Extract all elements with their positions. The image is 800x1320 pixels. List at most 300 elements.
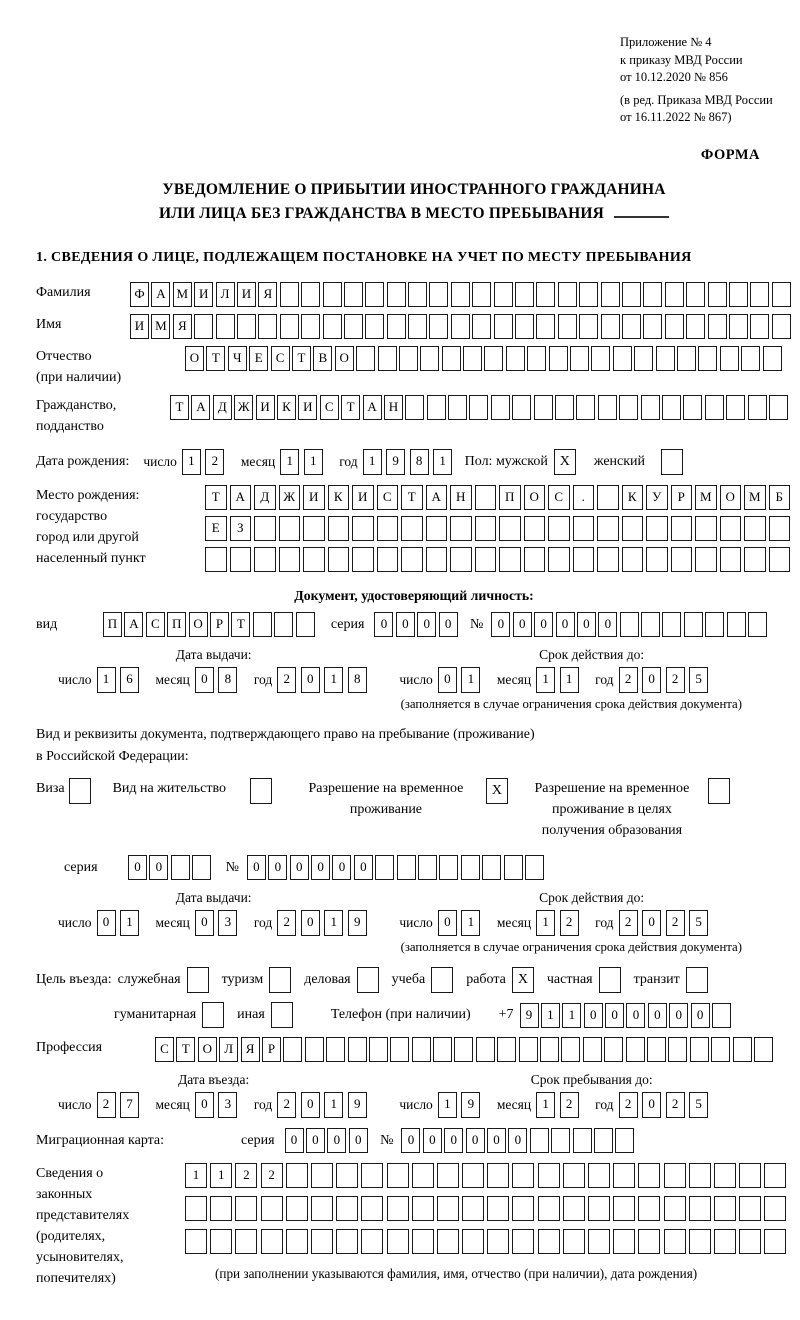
char-cell[interactable]: 0 (513, 612, 532, 637)
char-cell[interactable] (356, 346, 375, 371)
char-cell[interactable]: 5 (689, 910, 708, 936)
char-cell[interactable]: П (499, 485, 521, 510)
char-cell[interactable] (622, 314, 641, 339)
char-cell[interactable]: 1 (461, 667, 480, 693)
char-cell[interactable]: 2 (619, 667, 638, 693)
char-cell[interactable] (387, 1196, 409, 1221)
char-cell[interactable]: 7 (120, 1092, 139, 1118)
char-cell[interactable]: 1 (324, 910, 343, 936)
char-cell[interactable] (712, 1003, 731, 1028)
char-cell[interactable] (472, 282, 491, 307)
char-cell[interactable] (664, 1196, 686, 1221)
char-cell[interactable] (671, 547, 693, 572)
char-cell[interactable] (311, 1196, 333, 1221)
char-cell[interactable]: О (524, 485, 546, 510)
char-cell[interactable] (664, 1163, 686, 1188)
char-cell[interactable] (336, 1229, 358, 1254)
checkbox-purpose-transit[interactable] (686, 967, 708, 993)
checkbox-purpose-commercial[interactable] (357, 967, 379, 993)
char-cell[interactable] (744, 547, 766, 572)
char-cell[interactable] (695, 516, 717, 541)
char-cell[interactable] (420, 346, 439, 371)
char-cell[interactable] (451, 282, 470, 307)
char-cell[interactable]: 0 (97, 910, 116, 936)
char-cell[interactable] (613, 1196, 635, 1221)
char-cell[interactable] (591, 346, 610, 371)
char-cell[interactable]: 1 (280, 449, 299, 475)
char-cell[interactable]: З (230, 516, 252, 541)
char-cell[interactable]: 0 (301, 910, 320, 936)
char-cell[interactable] (475, 516, 497, 541)
char-cell[interactable] (506, 346, 525, 371)
char-cell[interactable] (429, 282, 448, 307)
char-cell[interactable] (739, 1163, 761, 1188)
char-cell[interactable] (634, 346, 653, 371)
char-cell[interactable] (462, 1229, 484, 1254)
char-cell[interactable] (519, 1037, 538, 1062)
char-cell[interactable] (686, 314, 705, 339)
char-cell[interactable] (387, 282, 406, 307)
char-cell[interactable] (336, 1163, 358, 1188)
char-cell[interactable] (336, 1196, 358, 1221)
char-cell[interactable]: Д (254, 485, 276, 510)
char-cell[interactable] (563, 1196, 585, 1221)
char-cell[interactable]: Я (241, 1037, 260, 1062)
char-cell[interactable] (708, 314, 727, 339)
char-cell[interactable]: 0 (311, 855, 330, 880)
char-cell[interactable] (772, 282, 791, 307)
char-cell[interactable] (328, 547, 350, 572)
char-cell[interactable] (258, 314, 277, 339)
char-cell[interactable] (301, 314, 320, 339)
char-cell[interactable] (536, 282, 555, 307)
char-cell[interactable] (769, 395, 788, 420)
char-cell[interactable]: 0 (247, 855, 266, 880)
char-cell[interactable]: 0 (577, 612, 596, 637)
char-cell[interactable]: Я (258, 282, 277, 307)
char-cell[interactable]: Е (205, 516, 227, 541)
char-cell[interactable] (613, 1229, 635, 1254)
char-cell[interactable] (739, 1229, 761, 1254)
char-cell[interactable]: Е (249, 346, 268, 371)
char-cell[interactable] (442, 346, 461, 371)
char-cell[interactable] (555, 395, 574, 420)
char-cell[interactable]: 0 (648, 1003, 667, 1028)
char-cell[interactable]: 0 (487, 1128, 506, 1153)
char-cell[interactable]: 5 (689, 667, 708, 693)
char-cell[interactable] (750, 282, 769, 307)
char-cell[interactable] (499, 516, 521, 541)
char-cell[interactable] (527, 346, 546, 371)
char-cell[interactable]: М (695, 485, 717, 510)
char-cell[interactable] (619, 395, 638, 420)
checkbox-purpose-business[interactable] (187, 967, 209, 993)
char-cell[interactable]: 0 (669, 1003, 688, 1028)
char-cell[interactable] (192, 855, 211, 880)
char-cell[interactable]: К (277, 395, 296, 420)
char-cell[interactable] (708, 282, 727, 307)
checkbox-purpose-study[interactable] (431, 967, 453, 993)
char-cell[interactable]: 2 (666, 910, 685, 936)
char-cell[interactable] (739, 1196, 761, 1221)
char-cell[interactable]: 1 (120, 910, 139, 936)
char-cell[interactable] (494, 314, 513, 339)
char-cell[interactable] (622, 547, 644, 572)
char-cell[interactable]: 0 (327, 1128, 346, 1153)
char-cell[interactable]: Н (384, 395, 403, 420)
char-cell[interactable] (754, 1037, 773, 1062)
char-cell[interactable]: 0 (642, 910, 661, 936)
char-cell[interactable]: 0 (301, 667, 320, 693)
char-cell[interactable] (487, 1229, 509, 1254)
char-cell[interactable] (487, 1196, 509, 1221)
char-cell[interactable] (748, 612, 767, 637)
char-cell[interactable] (664, 1229, 686, 1254)
char-cell[interactable]: Ф (130, 282, 149, 307)
checkbox-visa[interactable] (69, 778, 91, 804)
checkbox-purpose-work[interactable]: X (512, 967, 534, 993)
char-cell[interactable] (497, 1037, 516, 1062)
char-cell[interactable]: И (298, 395, 317, 420)
char-cell[interactable] (472, 314, 491, 339)
char-cell[interactable] (536, 314, 555, 339)
char-cell[interactable] (690, 1037, 709, 1062)
char-cell[interactable]: И (130, 314, 149, 339)
char-cell[interactable]: 0 (626, 1003, 645, 1028)
char-cell[interactable] (279, 516, 301, 541)
char-cell[interactable] (638, 1163, 660, 1188)
char-cell[interactable] (515, 314, 534, 339)
char-cell[interactable]: 2 (205, 449, 224, 475)
char-cell[interactable]: 0 (438, 910, 457, 936)
char-cell[interactable] (769, 547, 791, 572)
char-cell[interactable]: 8 (410, 449, 429, 475)
char-cell[interactable] (647, 1037, 666, 1062)
char-cell[interactable]: 0 (642, 1092, 661, 1118)
char-cell[interactable]: 1 (541, 1003, 560, 1028)
char-cell[interactable] (361, 1196, 383, 1221)
char-cell[interactable] (525, 855, 544, 880)
char-cell[interactable] (538, 1163, 560, 1188)
char-cell[interactable]: А (191, 395, 210, 420)
char-cell[interactable] (538, 1229, 560, 1254)
char-cell[interactable] (671, 516, 693, 541)
char-cell[interactable] (352, 516, 374, 541)
char-cell[interactable] (622, 516, 644, 541)
char-cell[interactable] (375, 855, 394, 880)
char-cell[interactable]: Ж (279, 485, 301, 510)
char-cell[interactable]: 0 (642, 667, 661, 693)
char-cell[interactable] (377, 516, 399, 541)
char-cell[interactable]: 0 (149, 855, 168, 880)
char-cell[interactable] (185, 1196, 207, 1221)
char-cell[interactable]: 1 (438, 1092, 457, 1118)
char-cell[interactable]: Ч (228, 346, 247, 371)
char-cell[interactable]: О (198, 1037, 217, 1062)
char-cell[interactable] (504, 855, 523, 880)
char-cell[interactable] (462, 1163, 484, 1188)
char-cell[interactable] (665, 314, 684, 339)
char-cell[interactable]: А (151, 282, 170, 307)
char-cell[interactable] (494, 282, 513, 307)
char-cell[interactable] (714, 1229, 736, 1254)
char-cell[interactable]: Б (769, 485, 791, 510)
char-cell[interactable]: 1 (304, 449, 323, 475)
char-cell[interactable] (626, 1037, 645, 1062)
char-cell[interactable] (548, 547, 570, 572)
char-cell[interactable] (401, 516, 423, 541)
char-cell[interactable] (484, 346, 503, 371)
char-cell[interactable] (216, 314, 235, 339)
char-cell[interactable] (450, 516, 472, 541)
char-cell[interactable]: П (167, 612, 186, 637)
char-cell[interactable] (469, 395, 488, 420)
char-cell[interactable] (230, 547, 252, 572)
char-cell[interactable] (303, 516, 325, 541)
char-cell[interactable] (328, 516, 350, 541)
char-cell[interactable] (720, 547, 742, 572)
char-cell[interactable] (705, 395, 724, 420)
char-cell[interactable] (365, 314, 384, 339)
char-cell[interactable]: 0 (423, 1128, 442, 1153)
checkbox-residence-permit[interactable] (250, 778, 272, 804)
char-cell[interactable] (579, 282, 598, 307)
char-cell[interactable] (491, 395, 510, 420)
char-cell[interactable] (301, 282, 320, 307)
char-cell[interactable]: 9 (520, 1003, 539, 1028)
char-cell[interactable]: 2 (261, 1163, 283, 1188)
char-cell[interactable]: И (194, 282, 213, 307)
char-cell[interactable]: 1 (185, 1163, 207, 1188)
checkbox-male[interactable]: X (554, 449, 576, 475)
char-cell[interactable]: 6 (120, 667, 139, 693)
char-cell[interactable]: 0 (556, 612, 575, 637)
char-cell[interactable]: И (256, 395, 275, 420)
char-cell[interactable] (695, 547, 717, 572)
char-cell[interactable] (714, 1196, 736, 1221)
char-cell[interactable]: 1 (210, 1163, 232, 1188)
char-cell[interactable]: П (103, 612, 122, 637)
char-cell[interactable]: 2 (666, 667, 685, 693)
char-cell[interactable] (534, 395, 553, 420)
char-cell[interactable]: 1 (461, 910, 480, 936)
char-cell[interactable] (711, 1037, 730, 1062)
char-cell[interactable] (482, 855, 501, 880)
char-cell[interactable] (274, 612, 293, 637)
char-cell[interactable] (280, 314, 299, 339)
char-cell[interactable] (643, 282, 662, 307)
char-cell[interactable] (698, 346, 717, 371)
char-cell[interactable] (280, 282, 299, 307)
char-cell[interactable] (412, 1163, 434, 1188)
char-cell[interactable]: 1 (182, 449, 201, 475)
char-cell[interactable] (604, 1037, 623, 1062)
checkbox-purpose-other[interactable] (271, 1002, 293, 1028)
char-cell[interactable] (764, 1229, 786, 1254)
char-cell[interactable] (750, 314, 769, 339)
char-cell[interactable]: 0 (268, 855, 287, 880)
char-cell[interactable] (561, 1037, 580, 1062)
char-cell[interactable] (412, 1229, 434, 1254)
char-cell[interactable]: 0 (354, 855, 373, 880)
char-cell[interactable]: Я (173, 314, 192, 339)
char-cell[interactable] (622, 282, 641, 307)
char-cell[interactable] (656, 346, 675, 371)
char-cell[interactable] (253, 612, 272, 637)
char-cell[interactable]: К (328, 485, 350, 510)
char-cell[interactable] (646, 516, 668, 541)
char-cell[interactable]: 0 (584, 1003, 603, 1028)
char-cell[interactable] (720, 516, 742, 541)
char-cell[interactable] (235, 1229, 257, 1254)
char-cell[interactable] (558, 282, 577, 307)
char-cell[interactable] (311, 1229, 333, 1254)
char-cell[interactable]: 1 (536, 910, 555, 936)
char-cell[interactable] (361, 1229, 383, 1254)
char-cell[interactable] (476, 1037, 495, 1062)
char-cell[interactable] (729, 282, 748, 307)
char-cell[interactable]: Т (401, 485, 423, 510)
char-cell[interactable] (638, 1196, 660, 1221)
char-cell[interactable]: И (303, 485, 325, 510)
char-cell[interactable] (744, 516, 766, 541)
char-cell[interactable]: 0 (332, 855, 351, 880)
char-cell[interactable] (764, 1163, 786, 1188)
checkbox-purpose-tourism[interactable] (269, 967, 291, 993)
char-cell[interactable] (448, 395, 467, 420)
char-cell[interactable] (638, 1229, 660, 1254)
char-cell[interactable] (549, 346, 568, 371)
char-cell[interactable]: О (720, 485, 742, 510)
char-cell[interactable]: 8 (348, 667, 367, 693)
char-cell[interactable]: 1 (363, 449, 382, 475)
char-cell[interactable] (598, 395, 617, 420)
char-cell[interactable] (573, 1128, 592, 1153)
char-cell[interactable] (689, 1196, 711, 1221)
char-cell[interactable]: 2 (235, 1163, 257, 1188)
char-cell[interactable] (512, 1196, 534, 1221)
char-cell[interactable] (741, 346, 760, 371)
char-cell[interactable] (576, 395, 595, 420)
char-cell[interactable] (720, 346, 739, 371)
char-cell[interactable] (323, 314, 342, 339)
char-cell[interactable]: А (124, 612, 143, 637)
char-cell[interactable] (279, 547, 301, 572)
char-cell[interactable] (570, 346, 589, 371)
char-cell[interactable] (530, 1128, 549, 1153)
char-cell[interactable]: В (313, 346, 332, 371)
char-cell[interactable] (286, 1196, 308, 1221)
char-cell[interactable] (689, 1229, 711, 1254)
char-cell[interactable]: 2 (666, 1092, 685, 1118)
char-cell[interactable] (210, 1229, 232, 1254)
char-cell[interactable] (437, 1163, 459, 1188)
char-cell[interactable]: 0 (290, 855, 309, 880)
char-cell[interactable] (524, 516, 546, 541)
char-cell[interactable] (641, 395, 660, 420)
char-cell[interactable]: 1 (324, 1092, 343, 1118)
char-cell[interactable]: 2 (277, 910, 296, 936)
char-cell[interactable] (412, 1196, 434, 1221)
char-cell[interactable] (540, 1037, 559, 1062)
char-cell[interactable] (390, 1037, 409, 1062)
char-cell[interactable] (433, 1037, 452, 1062)
char-cell[interactable] (689, 1163, 711, 1188)
char-cell[interactable]: С (271, 346, 290, 371)
char-cell[interactable] (588, 1163, 610, 1188)
char-cell[interactable]: Л (219, 1037, 238, 1062)
char-cell[interactable] (512, 1163, 534, 1188)
char-cell[interactable] (454, 1037, 473, 1062)
char-cell[interactable] (450, 547, 472, 572)
char-cell[interactable] (397, 855, 416, 880)
char-cell[interactable]: Т (292, 346, 311, 371)
char-cell[interactable] (475, 485, 497, 510)
char-cell[interactable]: 9 (348, 1092, 367, 1118)
char-cell[interactable] (286, 1229, 308, 1254)
char-cell[interactable] (461, 855, 480, 880)
char-cell[interactable]: 9 (348, 910, 367, 936)
char-cell[interactable] (613, 1163, 635, 1188)
char-cell[interactable]: М (151, 314, 170, 339)
char-cell[interactable]: О (185, 346, 204, 371)
char-cell[interactable]: 0 (195, 1092, 214, 1118)
char-cell[interactable] (613, 346, 632, 371)
char-cell[interactable] (439, 855, 458, 880)
char-cell[interactable] (677, 346, 696, 371)
char-cell[interactable]: Т (231, 612, 250, 637)
char-cell[interactable]: 0 (508, 1128, 527, 1153)
char-cell[interactable] (426, 547, 448, 572)
char-cell[interactable]: О (189, 612, 208, 637)
char-cell[interactable]: И (352, 485, 374, 510)
char-cell[interactable]: 2 (560, 910, 579, 936)
char-cell[interactable]: 0 (605, 1003, 624, 1028)
char-cell[interactable]: С (320, 395, 339, 420)
char-cell[interactable]: 5 (689, 1092, 708, 1118)
char-cell[interactable]: 1 (433, 449, 452, 475)
char-cell[interactable] (451, 314, 470, 339)
char-cell[interactable] (210, 1196, 232, 1221)
char-cell[interactable]: 0 (374, 612, 393, 637)
char-cell[interactable] (405, 395, 424, 420)
char-cell[interactable] (205, 547, 227, 572)
char-cell[interactable] (512, 395, 531, 420)
char-cell[interactable]: Т (176, 1037, 195, 1062)
char-cell[interactable] (588, 1229, 610, 1254)
checkbox-temp-residence-education[interactable] (708, 778, 730, 804)
char-cell[interactable] (748, 395, 767, 420)
char-cell[interactable]: 0 (195, 667, 214, 693)
char-cell[interactable]: 9 (461, 1092, 480, 1118)
char-cell[interactable] (597, 485, 619, 510)
char-cell[interactable] (235, 1196, 257, 1221)
char-cell[interactable] (463, 346, 482, 371)
char-cell[interactable] (551, 1128, 570, 1153)
char-cell[interactable] (399, 346, 418, 371)
char-cell[interactable] (772, 314, 791, 339)
char-cell[interactable] (254, 547, 276, 572)
char-cell[interactable]: А (230, 485, 252, 510)
char-cell[interactable]: 0 (598, 612, 617, 637)
char-cell[interactable]: М (173, 282, 192, 307)
char-cell[interactable]: 0 (306, 1128, 325, 1153)
char-cell[interactable]: 0 (128, 855, 147, 880)
char-cell[interactable] (729, 314, 748, 339)
char-cell[interactable]: 2 (277, 1092, 296, 1118)
char-cell[interactable] (641, 612, 660, 637)
char-cell[interactable]: 0 (466, 1128, 485, 1153)
